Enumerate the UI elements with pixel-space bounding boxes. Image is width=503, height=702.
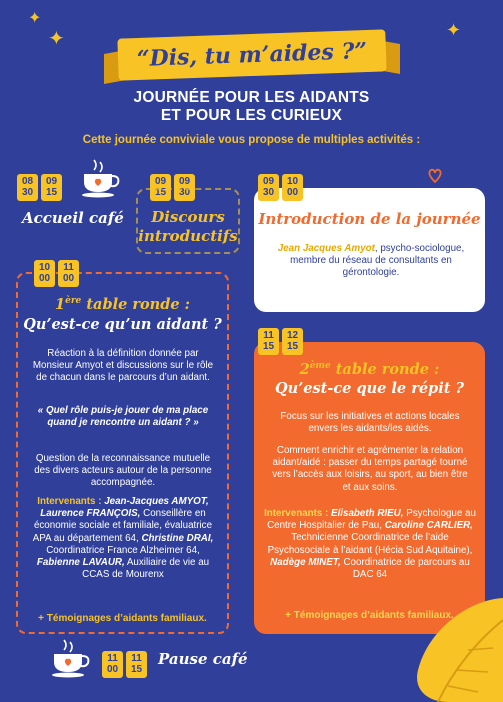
table-ronde-2-title: Qu’est-ce que le répit ?	[275, 380, 464, 397]
star-icon: ✦	[446, 20, 462, 40]
intro-text: Cette journée conviviale vous propose de multiples activités :	[82, 134, 421, 146]
introduction-times: 09 30 10 00	[258, 171, 306, 201]
coffee-cup-icon	[80, 158, 124, 198]
accueil-label: Accueil café	[22, 209, 124, 227]
table-ronde-2-temoignages: + Témoignages d’aidants familiaux.	[285, 610, 454, 621]
leaf-icon	[408, 590, 503, 702]
table-ronde-1-temoignages: + Témoignages d’aidants familiaux.	[38, 613, 207, 624]
table-ronde-1-title: Qu’est-ce qu’un aidant ?	[23, 316, 222, 333]
table-ronde-1-p1: Réaction à la définition donnée par Monsieur Amyot et discussions sur le rôle de chacun dans le parcours d’un aidant.	[32, 348, 214, 384]
star-icon: ✦	[28, 10, 42, 27]
table-ronde-2-p2: Comment enrichir et agrémenter la relation aidant/aidé : passer du temps partagé tourné vers l’accès aux loisirs, au sport, au bien être et aux soins.	[272, 445, 468, 493]
table-ronde-2-heading: 2ème table ronde :	[299, 361, 440, 378]
coffee-cup-icon	[50, 638, 94, 678]
introduction-text: Jean Jacques Amyot, psycho-sociologue, membre du réseau de consultants en gérontologie.	[277, 243, 465, 279]
table-ronde-2-intervenants: Intervenants : Elisabeth RIEU, Psychologue au Centre Hospitalier de Pau, Caroline CARLIER, Technicienne Coordinatrice de l’aide Psychosociale à l’aidant (Hécia Sud Aquitaine), Nadège MINET, Coordinatrice de parcours au DAC 64	[264, 508, 476, 581]
discours-label: Discours introductifs	[138, 208, 238, 245]
headline-line-2: ET POUR LES CURIEUX	[160, 107, 343, 124]
table-ronde-2-times: 11 15 12 15	[258, 325, 306, 355]
heart-icon	[427, 166, 443, 184]
table-ronde-1-p2: Question de la reconnaissance mutuelle des divers acteurs autour de la personne accompagnée.	[34, 453, 212, 489]
table-ronde-1-times: 10 00 11 00	[34, 257, 82, 287]
table-ronde-2-p1: Focus sur les initiatives et actions locales envers les aidants/les aidés.	[280, 411, 460, 435]
table-ronde-1-heading: 1ère table ronde :	[55, 296, 190, 313]
pause-times: 11 00 11 15	[102, 648, 150, 678]
headline-line-1: JOURNÉE POUR LES AIDANTS	[133, 89, 370, 106]
pause-label: Pause café	[158, 650, 248, 668]
accueil-times: 08 30 09 15	[17, 171, 65, 201]
table-ronde-1-intervenants: Intervenants : Jean-Jacques AMYOT, Laurence FRANÇOIS, Conseillère en économie sociale et familiale, évaluatrice APA au département 64, Christine DRAI, Coordinatrice France Alzheimer 64, Fabienne LAVAUR, Auxiliaire de vie au CCAS de Mourenx	[32, 496, 214, 581]
table-ronde-1-quote: « Quel rôle puis-je jouer de ma place quand je rencontre un aidant ? »	[37, 405, 209, 429]
event-title-banner: “Dis, tu m’aides ?”	[117, 29, 386, 80]
star-icon: ✦	[48, 28, 65, 50]
discours-times: 09 15 09 30	[150, 171, 198, 201]
introduction-title: Introduction de la journée	[258, 210, 481, 228]
